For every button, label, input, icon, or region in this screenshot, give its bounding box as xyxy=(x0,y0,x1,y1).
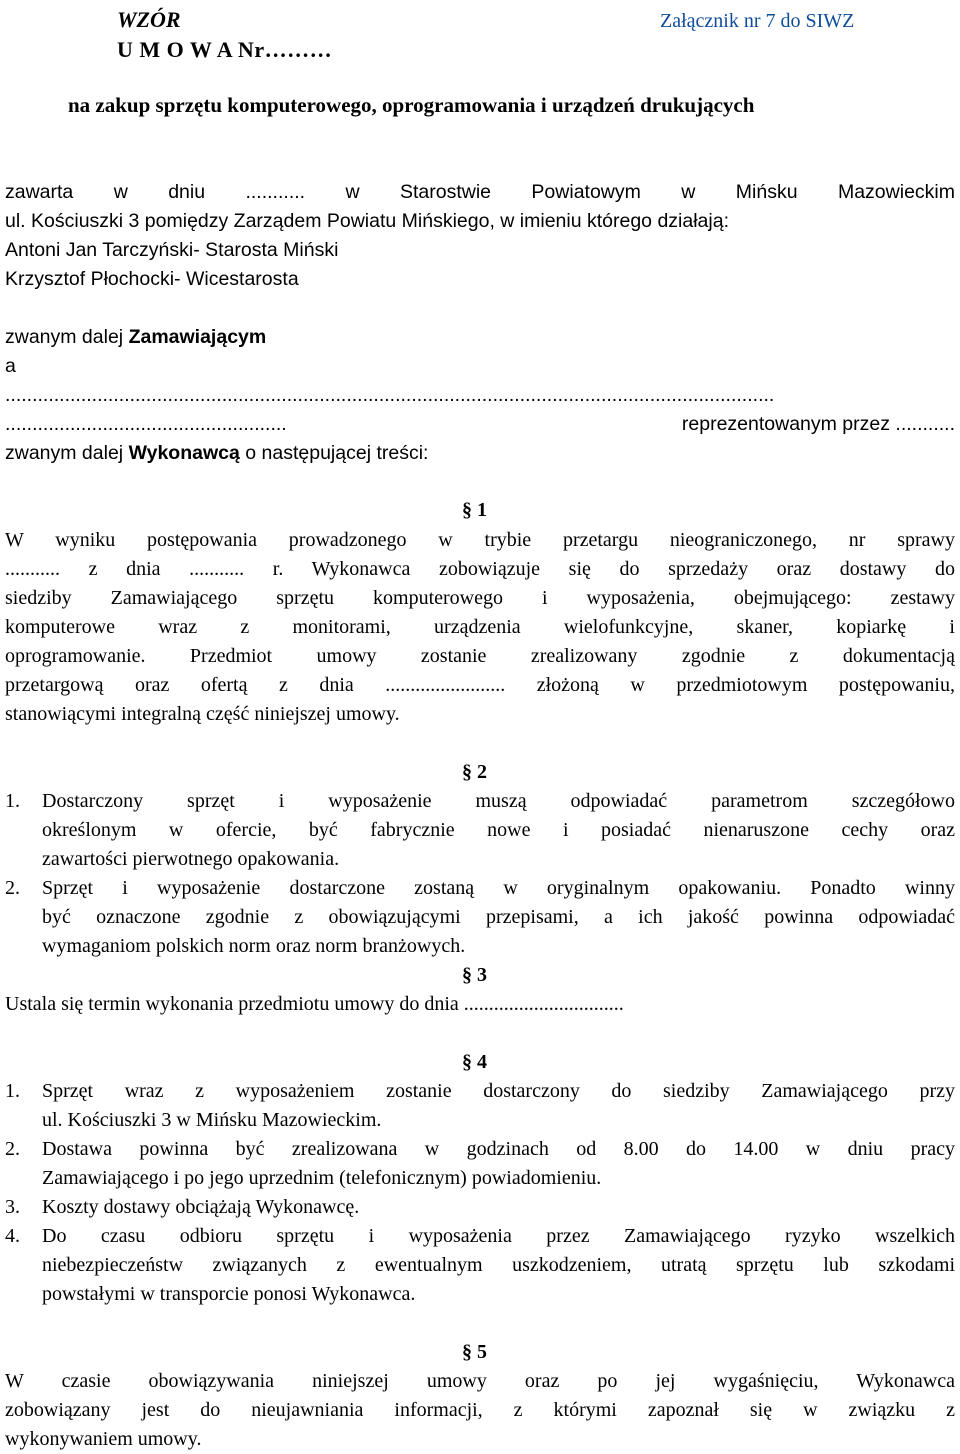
section-2-list xyxy=(5,787,955,961)
s5-line-1: W czasie obowiązywania niniejszej umowy oraz po jej wygaśnięciu, Wykonawca xyxy=(5,1370,955,1392)
s2-item-2-num: 2. xyxy=(5,877,20,899)
representation-line xyxy=(5,410,955,439)
s5-line-3: wykonywaniem umowy. xyxy=(5,1428,202,1450)
rep-dots: .................................................... xyxy=(5,413,287,435)
intro-line-1: zawarta w dniu ........... w Starostwie Powiatowym w Mińsku Mazowieckim xyxy=(5,181,955,203)
dots-line: .............................................................................................................................................. xyxy=(5,384,775,406)
s1-line-6: przetargową oraz ofertą z dnia ........................ złożoną w przedmiotowym postępowaniu, xyxy=(5,674,955,696)
s2-item-2-l3: wymaganiom polskich norm oraz norm branżowych. xyxy=(42,935,466,957)
s4-item-2-l2: Zamawiającego i po jego uprzednim (telefonicznym) powiadomieniu. xyxy=(42,1167,602,1189)
s4-item-3-l1: Koszty dostawy obciążają Wykonawcę. xyxy=(42,1196,360,1218)
s4-item-1-l2: ul. Kościuszki 3 w Mińsku Mazowieckim. xyxy=(42,1109,382,1131)
s2-item-1-l3: zawartości pierwotnego opakowania. xyxy=(42,848,340,870)
intro-line-2: ul. Kościuszki 3 pomiędzy Zarządem Powiatu Mińskiego, w imieniu którego działają: xyxy=(5,210,729,232)
s2-item-1 xyxy=(5,787,955,874)
s4-item-3-num: 3. xyxy=(5,1196,20,1218)
s1-line-2: ........... z dnia ........... r. Wykonawca zobowiązuje się do sprzedaży oraz dostawy do xyxy=(5,558,955,580)
s4-item-4-l2: niebezpieczeństw związanych z ewentualnym uszkodzeniem, utratą sprzętu lub szkodami xyxy=(42,1254,955,1276)
section-4-list xyxy=(5,1077,955,1309)
zwanym-text-1: zwanym dalej xyxy=(5,326,129,348)
s3-line-1: Ustala się termin wykonania przedmiotu umowy do dnia ................................ xyxy=(5,993,624,1015)
wykonawca-term: Wykonawcą xyxy=(128,442,240,464)
wykonawca-line xyxy=(5,439,955,468)
s4-item-2-l1: Dostawa powinna być zrealizowana w godzinach od 8.00 do 14.00 w dniu pracy xyxy=(42,1138,955,1160)
attachment-label: Załącznik nr 7 do SIWZ xyxy=(660,10,855,32)
contract-title: U M O W A Nr……… xyxy=(117,37,333,62)
section-1-heading: § 1 xyxy=(462,499,487,521)
section-1-body xyxy=(5,526,955,729)
rep-text: reprezentowanym przez ........... xyxy=(681,413,955,435)
s5-line-2: zobowiązany jest do nieujawniania informacji, z którymi zapoznał się w związku z xyxy=(5,1399,955,1421)
intro-line-3: Antoni Jan Tarczyński- Starosta Miński xyxy=(5,239,339,261)
party-section xyxy=(5,323,955,468)
intro-section xyxy=(5,178,955,294)
s2-item-1-l2: określonym w ofercie, być fabrycznie nowe i posiadać nienaruszone cechy oraz xyxy=(42,819,955,841)
s1-line-1: W wyniku postępowania prowadzonego w trybie przetargu nieograniczonego, nr sprawy xyxy=(5,529,955,551)
s1-line-7: stanowiącymi integralną część niniejszej umowy. xyxy=(5,703,400,725)
section-4-heading: § 4 xyxy=(462,1051,487,1073)
s2-item-2-l2: być oznaczone zgodnie z obowiązującymi przepisami, a ich jakość powinna odpowiadać xyxy=(42,906,955,928)
section-5-heading: § 5 xyxy=(462,1341,487,1363)
s4-item-1-l1: Sprzęt wraz z wyposażeniem zostanie dostarczony do siedziby Zamawiającego przy xyxy=(42,1080,955,1102)
s2-item-1-num: 1. xyxy=(5,790,20,812)
tresci-text: o następującej treści: xyxy=(239,442,429,464)
section-5-body xyxy=(5,1367,955,1454)
s1-line-3: siedziby Zamawiającego sprzętu komputerowego i wyposażenia, obejmującego: zestawy xyxy=(5,587,955,609)
s4-item-2 xyxy=(5,1135,955,1193)
section-2-heading: § 2 xyxy=(462,761,487,783)
s4-item-1-num: 1. xyxy=(5,1080,20,1102)
s4-item-4-l1: Do czasu odbioru sprzętu i wyposażenia przez Zamawiającego ryzyko wszelkich xyxy=(42,1225,955,1247)
s4-item-4 xyxy=(5,1222,955,1309)
s1-line-4: komputerowe wraz z monitorami, urządzenia wielofunkcyjne, skaner, kopiarkę i xyxy=(5,616,955,638)
zwanym-text-2: zwanym dalej xyxy=(5,442,129,464)
section-3-heading: § 3 xyxy=(462,964,487,986)
s4-item-2-num: 2. xyxy=(5,1138,20,1160)
s2-item-2 xyxy=(5,874,955,961)
s4-item-1 xyxy=(5,1077,955,1135)
s1-line-5: oprogramowanie. Przedmiot umowy zostanie zrealizowany zgodnie z dokumentacją xyxy=(5,645,955,667)
s4-item-3 xyxy=(5,1193,955,1222)
s2-item-1-l1: Dostarczony sprzęt i wyposażenie muszą odpowiadać parametrom szczegółowo xyxy=(42,790,955,812)
s4-item-4-num: 4. xyxy=(5,1225,20,1247)
zamawiajacy-term: Zamawiającym xyxy=(128,326,267,348)
section-3-body xyxy=(5,990,955,1019)
wzor-label: WZÓR xyxy=(117,7,181,32)
zamawiajacy-line xyxy=(5,323,955,352)
intro-line-4: Krzysztof Płochocki- Wicestarosta xyxy=(5,268,299,290)
s2-item-2-l1: Sprzęt i wyposażenie dostarczone zostaną w oryginalnym opakowaniu. Ponadto winny xyxy=(42,877,955,899)
contract-subject: na zakup sprzętu komputerowego, oprogramowania i urządzeń drukujących xyxy=(68,93,755,117)
a-line: a xyxy=(5,355,16,377)
s4-item-4-l3: powstałymi w transporcie ponosi Wykonawca. xyxy=(42,1283,416,1305)
